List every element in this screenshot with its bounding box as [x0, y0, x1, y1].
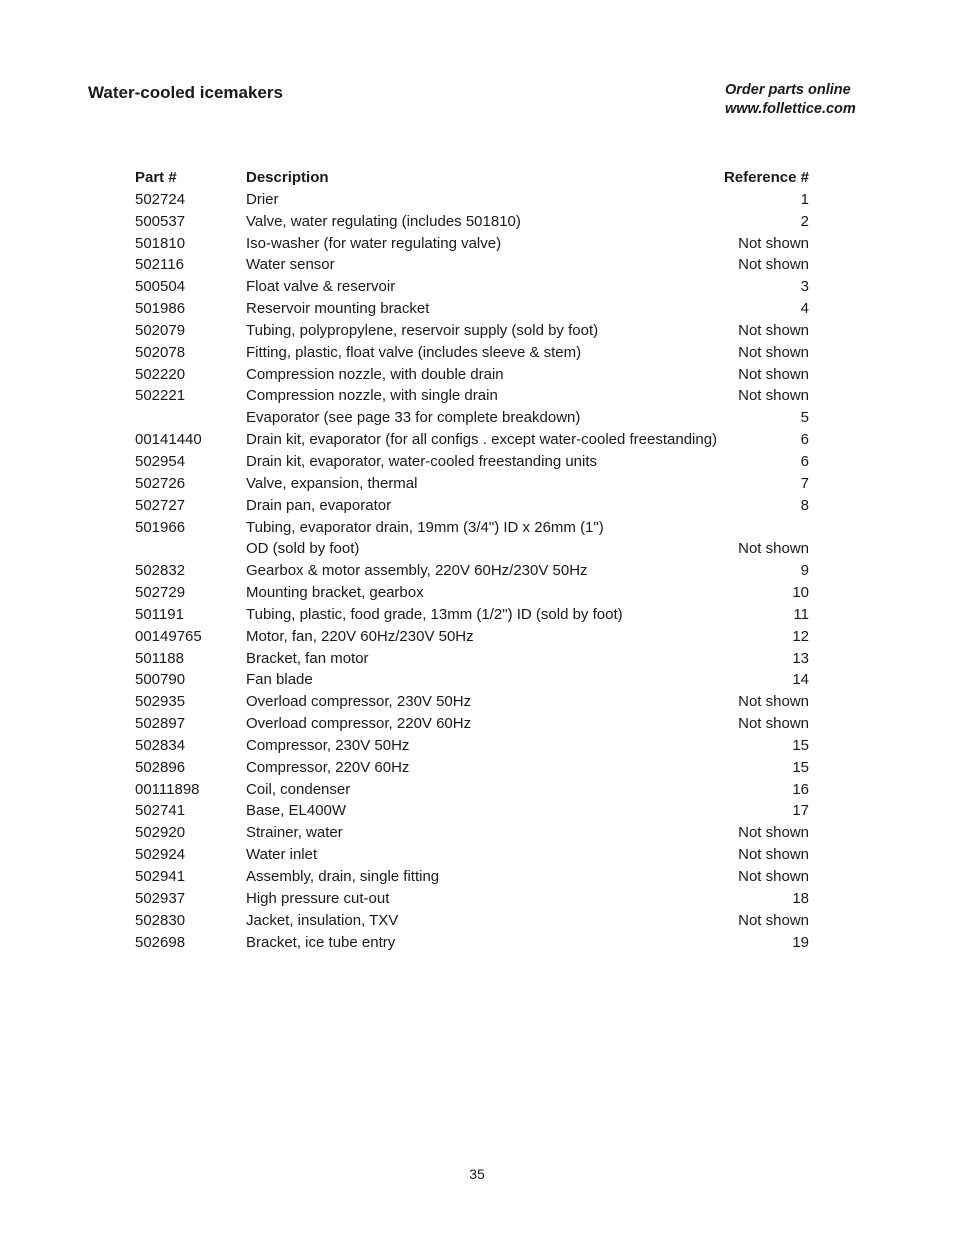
reference-cell: 15: [792, 758, 809, 776]
description-cell: Valve, expansion, thermal: [246, 474, 418, 492]
table-row: [135, 582, 809, 604]
description-cell: Valve, water regulating (includes 501810): [246, 212, 521, 230]
part-number-cell: 501966: [135, 518, 186, 536]
part-number-cell: 502897: [135, 715, 186, 733]
column-header-part: Part #: [135, 169, 177, 186]
description-cell: Compression nozzle, with single drain: [246, 387, 498, 405]
order-online-label: Order parts online: [725, 82, 851, 98]
website-url[interactable]: www.follettice.com: [725, 101, 856, 117]
part-number-cell: 502937: [135, 889, 186, 907]
table-row: [135, 713, 809, 735]
column-header-description: Description: [246, 169, 329, 186]
description-cell: High pressure cut-out: [246, 889, 390, 907]
description-cell: Overload compressor, 220V 60Hz: [246, 715, 472, 733]
reference-cell: Not shown: [738, 911, 809, 929]
description-cell: Fan blade: [246, 671, 313, 689]
table-row: [135, 429, 809, 451]
part-number-cell: 502698: [135, 933, 186, 951]
part-number-cell: 502116: [135, 256, 184, 274]
part-number-cell: 502924: [135, 846, 186, 864]
description-cell: Drain pan, evaporator: [246, 496, 392, 514]
description-cell: Mounting bracket, gearbox: [246, 584, 424, 602]
part-number-cell: [135, 538, 246, 560]
part-number-cell: 502954: [135, 452, 186, 470]
description-cell: Overload compressor, 230V 50Hz: [246, 693, 472, 711]
table-row: [135, 626, 809, 648]
description-cell: Reservoir mounting bracket: [246, 300, 430, 318]
reference-cell: 13: [792, 649, 809, 667]
table-row: [135, 910, 809, 932]
description-cell: Float valve & reservoir: [246, 278, 396, 296]
part-number-cell: 00149765: [135, 627, 202, 645]
reference-cell: 1: [800, 190, 809, 208]
page-title: Water-cooled icemakers: [88, 83, 283, 102]
part-number-cell: 502727: [135, 496, 186, 514]
description-cell: Fitting, plastic, float valve (includes sleeve & stem): [246, 343, 582, 361]
table-row: [135, 495, 809, 517]
description-cell: Jacket, insulation, TXV: [246, 911, 399, 929]
part-number-cell: 500537: [135, 212, 186, 230]
table-row: [135, 298, 809, 320]
reference-cell: 6: [800, 452, 809, 470]
part-number-cell: 502221: [135, 387, 186, 405]
reference-cell: 10: [792, 584, 809, 602]
table-row: [135, 407, 809, 429]
table-row: [135, 648, 809, 670]
reference-cell: 2: [800, 212, 809, 230]
table-row: [135, 669, 809, 691]
description-cell: Iso-washer (for water regulating valve): [246, 234, 502, 252]
description-cell: Compression nozzle, with double drain: [246, 365, 504, 383]
description-cell: Gearbox & motor assembly, 220V 60Hz/230V 50Hz: [246, 562, 588, 580]
description-cell: Tubing, evaporator drain, 19mm (3/4") ID x 26mm (1"): [246, 518, 604, 536]
description-cell: Motor, fan, 220V 60Hz/230V 50Hz: [246, 627, 474, 645]
table-row: [135, 888, 809, 910]
reference-cell: [723, 517, 809, 539]
reference-cell: 11: [793, 605, 809, 623]
part-number-cell: 502941: [135, 868, 186, 885]
part-number-cell: 502079: [135, 321, 186, 339]
reference-cell: Not shown: [738, 693, 809, 711]
part-number-cell: 501986: [135, 300, 186, 318]
table-header-row: [135, 167, 809, 189]
reference-cell: Not shown: [738, 365, 809, 383]
description-cell: Base, EL400W: [246, 802, 347, 820]
reference-cell: 17: [792, 802, 809, 820]
reference-cell: Not shown: [738, 846, 809, 864]
description-cell: Evaporator (see page 33 for complete breakdown): [246, 409, 581, 427]
reference-cell: Not shown: [738, 256, 809, 274]
part-number-cell: 502741: [135, 802, 186, 820]
reference-cell: 5: [800, 409, 809, 427]
table-row: [135, 233, 809, 255]
parts-table-body: [135, 189, 809, 954]
table-row: [135, 342, 809, 364]
description-cell: OD (sold by foot): [246, 540, 360, 558]
page-number: 35: [469, 1166, 485, 1182]
reference-cell: 19: [792, 933, 809, 951]
description-cell: Compressor, 230V 50Hz: [246, 736, 410, 754]
parts-table: [135, 167, 809, 953]
part-number-cell: 502935: [135, 693, 186, 711]
table-row: [135, 844, 809, 866]
part-number-cell: 502078: [135, 343, 186, 361]
part-number-cell: 501810: [135, 234, 186, 252]
part-number-cell: 502896: [135, 758, 186, 776]
table-row: [135, 276, 809, 298]
table-row: [135, 800, 809, 822]
reference-cell: Not shown: [738, 321, 809, 339]
table-row: [135, 560, 809, 582]
reference-cell: 4: [800, 300, 809, 318]
part-number-cell: 500790: [135, 671, 186, 689]
reference-cell: 8: [800, 496, 809, 514]
reference-cell: 12: [792, 627, 809, 645]
part-number-cell: 502834: [135, 736, 186, 754]
part-number-cell: 502724: [135, 190, 186, 208]
table-row: [135, 320, 809, 342]
part-number-cell: 502220: [135, 365, 186, 383]
table-row: [135, 473, 809, 495]
part-number-cell: 500504: [135, 278, 186, 296]
table-row: [135, 822, 809, 844]
table-row: [135, 735, 809, 757]
description-cell: Tubing, plastic, food grade, 13mm (1/2") ID (sold by foot): [246, 605, 623, 623]
reference-cell: 16: [792, 780, 809, 798]
description-cell: Water sensor: [246, 256, 335, 274]
description-cell: Assembly, drain, single fitting: [246, 868, 440, 885]
table-row: [135, 604, 809, 626]
part-number-cell: 501188: [135, 649, 184, 667]
reference-cell: Not shown: [738, 868, 809, 885]
description-cell: Drain kit, evaporator (for all configs . except water-cooled freestanding): [246, 431, 718, 449]
reference-cell: Not shown: [738, 234, 809, 252]
part-number-cell: 502830: [135, 911, 186, 929]
table-row: [135, 691, 809, 713]
table-row: [135, 385, 809, 407]
reference-cell: Not shown: [738, 715, 809, 733]
table-row: [135, 451, 809, 473]
part-number-cell: 00141440: [135, 431, 202, 449]
reference-cell: Not shown: [738, 343, 809, 361]
table-row: [135, 254, 809, 276]
description-cell: Coil, condenser: [246, 780, 351, 798]
table-row: [135, 757, 809, 779]
reference-cell: 7: [800, 474, 809, 492]
reference-cell: 6: [800, 431, 809, 449]
description-cell: Drain kit, evaporator, water-cooled freestanding units: [246, 452, 598, 470]
description-cell: Bracket, fan motor: [246, 649, 369, 667]
table-row: [135, 364, 809, 386]
column-header-reference: Reference #: [723, 169, 809, 186]
reference-cell: 18: [792, 889, 809, 907]
order-online-note: [725, 81, 856, 119]
reference-cell: Not shown: [738, 387, 809, 405]
part-number-cell: 502729: [135, 584, 186, 602]
table-row: [135, 211, 809, 233]
table-row: [135, 866, 809, 888]
table-row: [135, 779, 809, 801]
description-cell: Drier: [246, 190, 279, 208]
description-cell: Bracket, ice tube entry: [246, 933, 396, 951]
table-row: [135, 189, 809, 211]
description-cell: Strainer, water: [246, 824, 343, 842]
part-number-cell: 502726: [135, 474, 186, 492]
table-row: [135, 517, 809, 539]
part-number-cell: 00111898: [135, 780, 200, 798]
reference-cell: 9: [800, 562, 809, 580]
description-cell: Tubing, polypropylene, reservoir supply (sold by foot): [246, 321, 599, 339]
part-number-cell: [135, 407, 246, 429]
part-number-cell: 502832: [135, 562, 186, 580]
table-row: [135, 932, 809, 954]
reference-cell: Not shown: [738, 824, 809, 842]
reference-cell: 14: [792, 671, 809, 689]
reference-cell: 15: [792, 736, 809, 754]
reference-cell: 3: [800, 278, 809, 296]
table-row: [135, 538, 809, 560]
part-number-cell: 502920: [135, 824, 186, 842]
part-number-cell: 501191: [135, 605, 184, 623]
reference-cell: Not shown: [738, 540, 809, 558]
description-cell: Compressor, 220V 60Hz: [246, 758, 410, 776]
description-cell: Water inlet: [246, 846, 318, 864]
